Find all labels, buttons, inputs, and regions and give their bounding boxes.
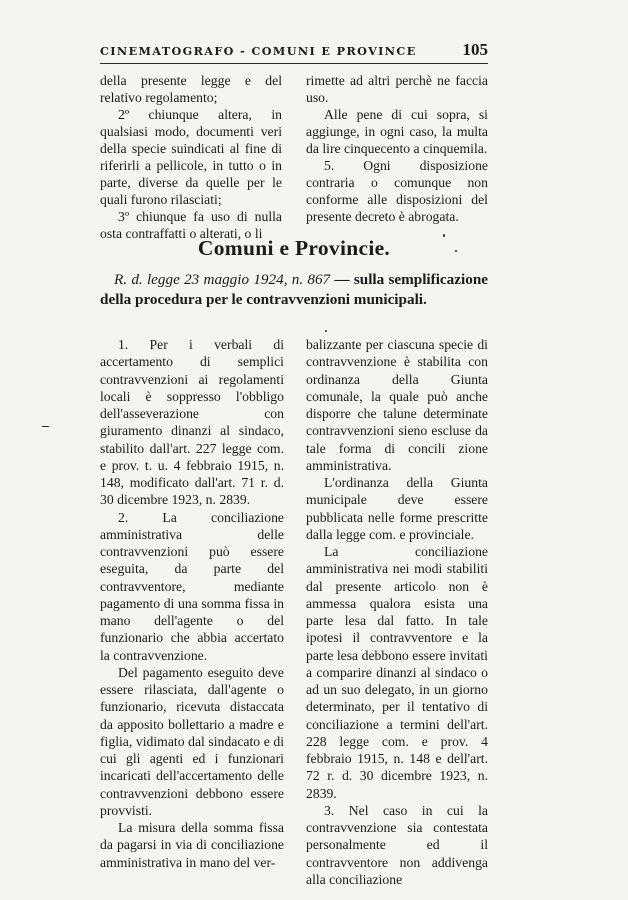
- paragraph: della presente legge e del relativo regolamento;: [100, 73, 282, 106]
- lower-left-column: [100, 336, 284, 871]
- paragraph: 2. La conciliazione amministrativa delle contravvenzioni può essere eseguita, da parte del contravventore, mediante pagamento di una somma fissa in mano dell'agente o del funzionario che abbia accertato la contravvenzione.: [100, 509, 284, 663]
- page-number: 105: [462, 40, 488, 59]
- ink-speck: [443, 234, 445, 237]
- paragraph: L'ordinanza della Giunta municipale deve essere pubblicata nelle forme prescritte dalla legge com. e provinciale.: [306, 475, 488, 542]
- decree-subject: — sulla semplificazione della procedura per le contravvenzioni municipali.: [100, 271, 489, 308]
- running-head: [100, 40, 488, 62]
- paragraph: Alle pene di cui sopra, si aggiunge, in ogni caso, la multa da lire cinquecento a cinquemila.: [306, 107, 488, 157]
- paragraph: La misura della somma fissa da pagarsi in via di conciliazione amministrativa in mano del ver-: [100, 820, 284, 870]
- paragraph: 5. Ogni disposizione contraria o comunque non conforme alle disposizioni del presente decreto è abrogata.: [306, 158, 488, 225]
- paragraph: 1. Per i verbali di accertamento di semplici contravvenzioni ai regolamenti locali è soppresso l'obbligo dell'asseverazione con giuramento dinanzi al sindaco, stabilito dall'art. 227 legge com. e prov. t. u. 4 febbraio 1915, n. 148, modificato dall'art. 71 r. d. 30 dicembre 1923, n. 2839.: [100, 337, 284, 508]
- ink-speck: [455, 250, 457, 252]
- paragraph: Del pagamento eseguito deve essere rilasciata, dall'agente o funzionario, ricevuta distaccata da apposito bollettario a madre e figlia, vidimato dal sindacato e di cui gli agenti ed i funzionari incaricati dell'accertamento delle contravvenzioni debbono essere provvisti.: [100, 664, 284, 818]
- lower-right-column: [306, 336, 488, 888]
- decree-citation: R. d. legge 23 maggio 1924, n. 867: [114, 271, 331, 288]
- paragraph: 3º chiunque fa uso di nulla osta contraffatti o alterati, o li: [100, 209, 282, 242]
- header-rule: [100, 63, 488, 64]
- paragraph: balizzante per ciascuna specie di contravvenzione è stabilita con ordinanza della Giunta comunale, la quale può anche disporre che talune determinate contravvenzioni sieno escluse da tale forma di concili zione amministrativa.: [306, 337, 488, 473]
- upper-right-column: [306, 72, 488, 225]
- paragraph: 2º chiunque altera, in qualsiasi modo, documenti veri della specie suindicati al fine di riferirli a pellicole, in tutto o in parte, diverse da quelle per le quali furono rilasciati;: [100, 107, 282, 208]
- paragraph: La conciliazione amministrativa nei modi stabiliti dal presente articolo non è ammessa qualora esista una parte lesa dal fatto. In tale ipotesi il contravventore e la parte lesa debbono essere invitati a comparire dinanzi al sindaco o ad un suo delegato, in un giorno determinato, per il tentativo di conciliazione a termini dell'art. 228 legge com. e prov. 4 febbraio 1915, n. 148 e dell'art. 72 r. d. 30 dicembre 1923, n. 2839.: [306, 544, 488, 801]
- ink-speck: [42, 426, 49, 427]
- section-title: Comuni e Provincie.: [197, 236, 391, 260]
- paragraph: 3. Nel caso in cui la contravvenzione sia contestata personalmente ed il contravventore non addivenga alla conciliazione: [306, 802, 488, 887]
- running-title: CINEMATOGRAFO - COMUNI E PROVINCE: [100, 44, 417, 58]
- decree-heading: [100, 270, 488, 309]
- ink-speck: [325, 330, 327, 332]
- upper-left-column: [100, 72, 282, 242]
- paragraph: rimette ad altri perchè ne faccia uso.: [306, 73, 488, 106]
